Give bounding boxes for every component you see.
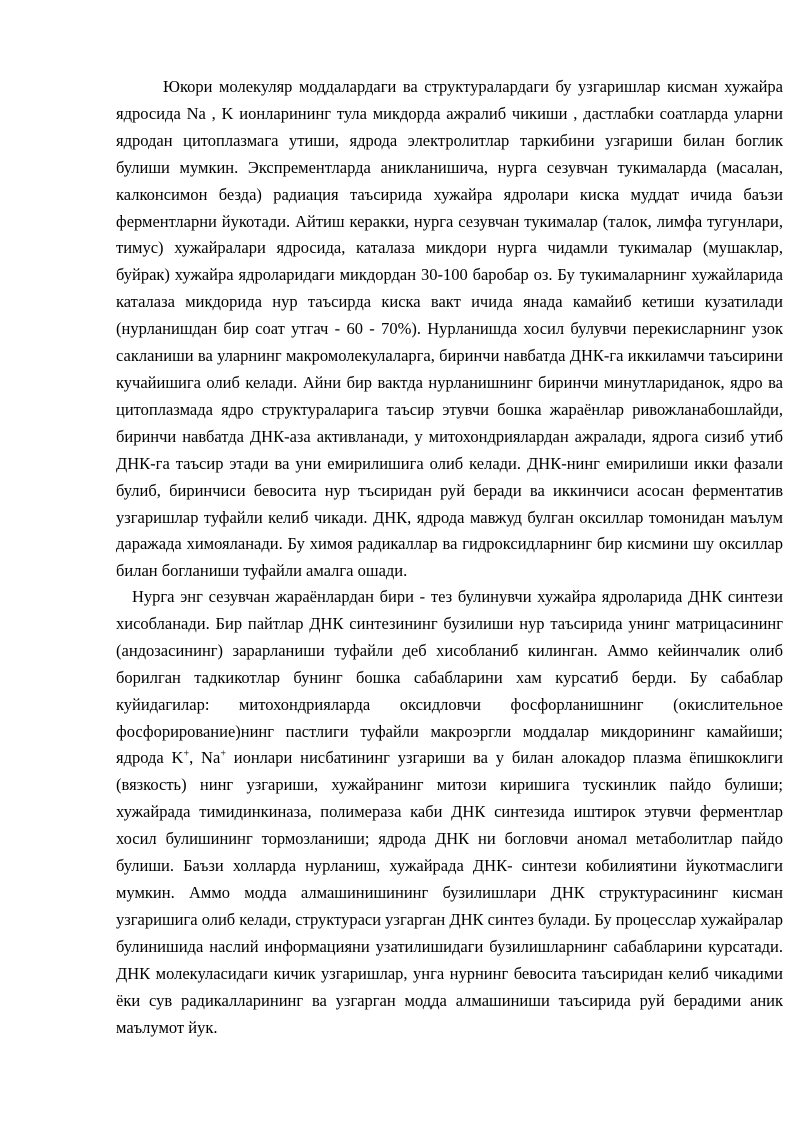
paragraph-2-text-a: Нурга энг сезувчан жараёнлардан бири - тез булинувчи хужайра ядроларида ДНК синтези хисобланади. Бир пайтлар ДНК синтезининг бузилиши нур таъсирида унинг матрицасининг (андозасининг) зарарланиши туфайли деб хисобланиб килинган. Аммо кейинчалик олиб борилган тадкикотлар бунинг бошка сабабларини хам курсатиб берди. Бу сабаблар куйидагилар: митохондрияларда оксидловчи фосфорланишнинг (окислительное фосфорирование)нинг пастлиги туфайли макроэргли моддалар микдорининг камайиши; ядрода K	[116, 587, 783, 768]
paragraph-1-text: Юкори молекуляр моддалардаги ва структуралардаги бу узгаришлар кисман хужайра ядросида Na , K ионларининг тула микдорда ажралиб чикиши , дастлабки соатларда уларни ядродан цитоплазмага утиши, ядрода электролитлар таркибини узгариши билан боглик булиши мумкин. Экспрементларда аникланишича, нурга сезувчан тукималарда (масалан, калконсимон безда) радиация таъсирида хужайра ядролари киска муддат ичида баъзи ферментларни йукотади. Айтиш керакки, нурга сезувчан тукималар (талок, лимфа тугунлари, тимус) хужайралари ядросида, каталаза микдори нурга чидамли тукималар (мушаклар, буйрак) хужайра ядроларидаги микдордан 30-100 баробар оз. Бу тукималарнинг хужайларида каталаза микдорида нур таъсирда киска вакт ичида янада камайиб кетиши кузатилади (нурланишдан бир соат утгач - 60 - 70%). Нурланишда хосил булувчи перекисларнинг узок сакланиши ва уларнинг макромолекулаларга, биринчи навбатда ДНК-га иккиламчи таъсирини кучайишига олиб келади. Айни бир вактда нурланишнинг биринчи минутлариданок, ядро ва цитоплазмада ядро структураларига таъсир этувчи бошка жараёнлар ривожланабошлайди, биринчи навбатда ДНК-аза активланади, у митохондриялардан ажралади, ядрога сизиб утиб ДНК-га таъсир этади ва уни емирилишига олиб келади. ДНК-нинг емирилиши икки фазали булиб, биринчиси бевосита нур тъсиридан руй беради ва иккинчиси асосан ферментатив узгаришлар туфайли келиб чикади. ДНК, ядрода мавжуд булган оксиллар томонидан маълум даражада химояланади. Бу химоя радикаллар ва гидроксидларнинг бир кисмини шу оксиллар билан богланиши туфайли амалга ошади.	[116, 77, 783, 581]
superscript-plus-k: +	[183, 748, 190, 760]
paragraph-1	[116, 74, 783, 585]
paragraph-2-text-c: ионлари нисбатининг узгариши ва у билан алокадор плазма ёпишкоклиги (вязкость) нинг узгариши, хужайранинг митози киришига тускинлик пайдо булиши; хужайрада тимидинкиназа, полимераза каби ДНК синтезида иштирок этувчи ферментлар хосил булишининг тормозланиши; ядрода ДНК ни богловчи аномал метаболитлар пайдо булиши. Баъзи холларда нурланиш, хужайрада ДНК- синтези кобилиятини йукотмаслиги мумкин. Аммо модда алмашинишининг бузилишлари ДНК структурасининг кисман узгаришига олиб келади, структураси узгарган ДНК синтез булади. Бу процесслар хужайралар булинишида наслий информацияни узатилишидаги бузилишларнинг сабабларини курсатади. ДНК молекуласидаги кичик узгаришлар, унга нурнинг бевосита таъсиридан келиб чикадими ёки сув радикалларининг ва узгарган модда алмашиниши таъсирида руй берадими аник маълумот йук.	[116, 748, 783, 1037]
superscript-plus-na: +	[220, 748, 226, 760]
paragraph-2	[116, 584, 783, 1041]
paragraph-2-text-b: , Na	[189, 748, 221, 768]
